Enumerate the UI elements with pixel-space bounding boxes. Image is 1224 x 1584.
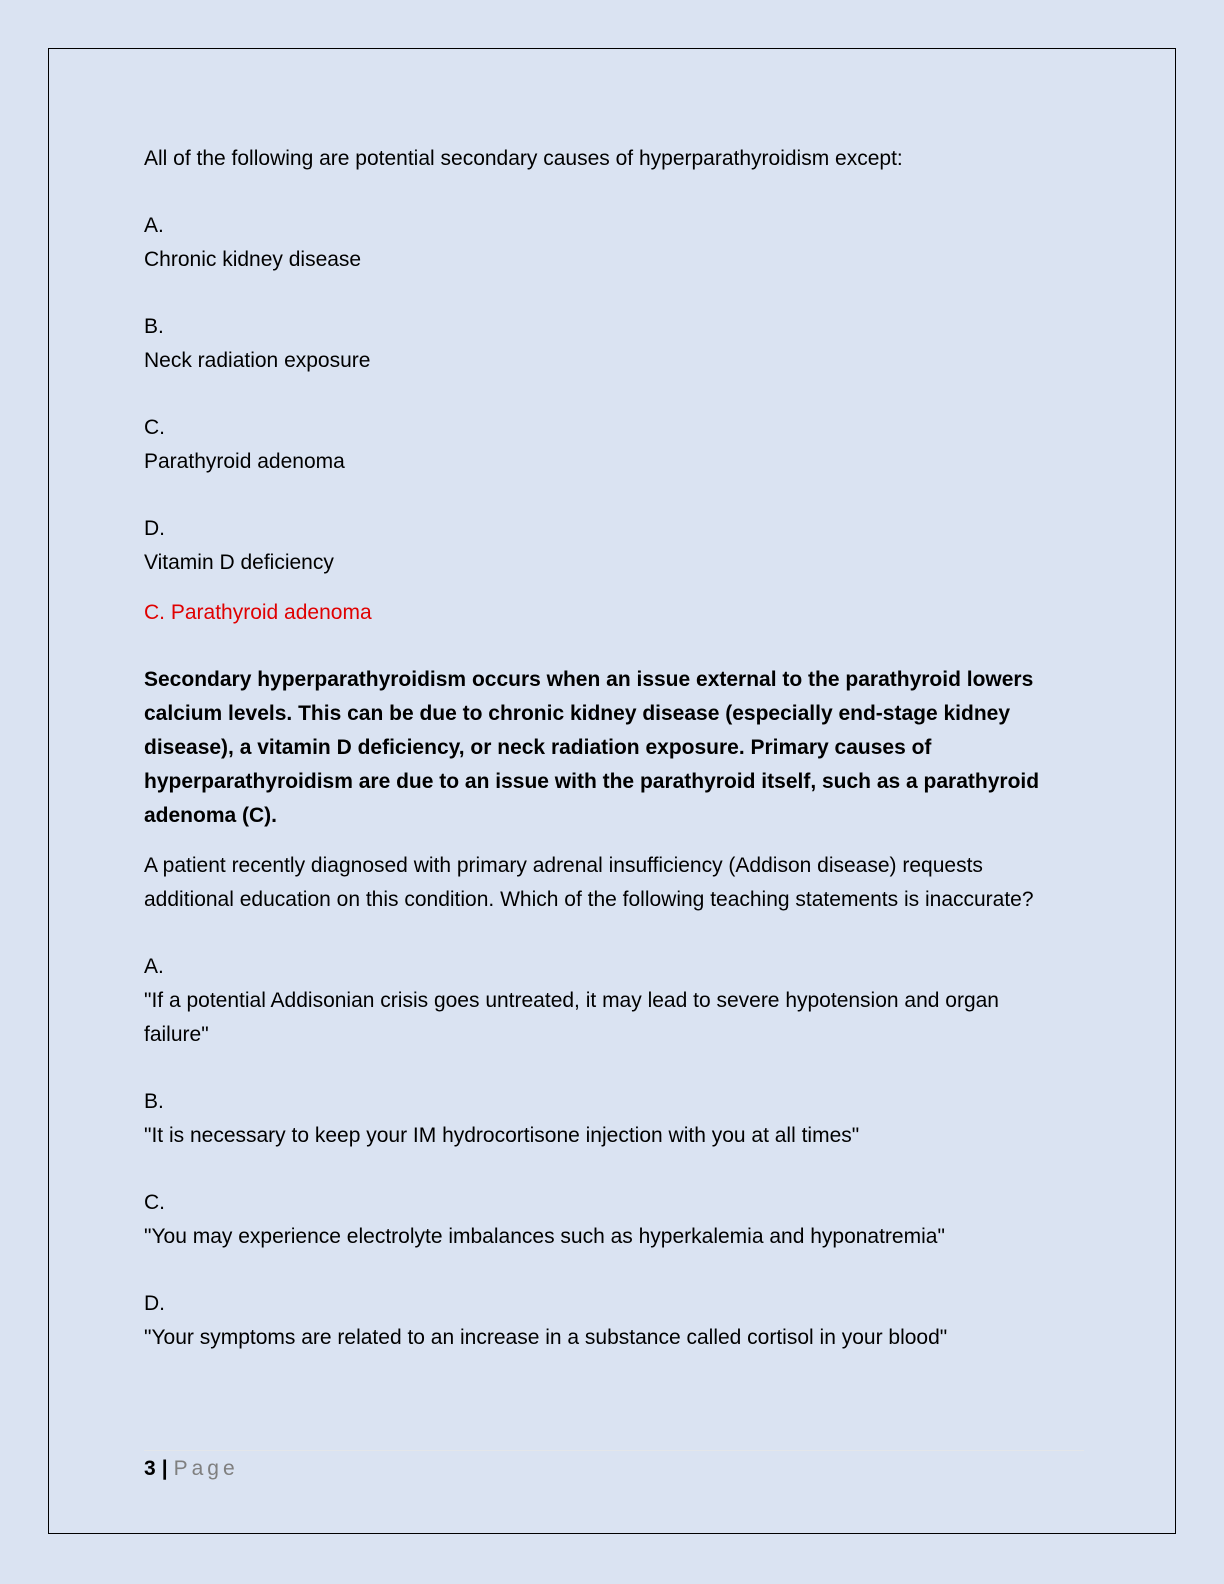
q2-option-a-text: "If a potential Addisonian crisis goes untreated, it may lead to severe hypotension and organ failure": [144, 989, 999, 1046]
q2-option-b-text: "It is necessary to keep your IM hydrocortisone injection with you at all times": [144, 1124, 860, 1147]
q1-option-c-text: Parathyroid adenoma: [144, 450, 345, 473]
page-label: Page: [173, 1457, 239, 1480]
q2-option-d-text: "Your symptoms are related to an increase in a substance called cortisol in your blood": [144, 1326, 948, 1349]
question-2-prompt: A patient recently diagnosed with primary adrenal insufficiency (Addison disease) requests additional education on this condition. Which of the following teaching statements is inaccurate?: [144, 854, 1034, 911]
q1-option-b-text: Neck radiation exposure: [144, 349, 371, 372]
q2-option-a-letter: A.: [144, 955, 164, 978]
q1-option-d-text: Vitamin D deficiency: [144, 551, 334, 574]
q1-option-b-letter: B.: [144, 315, 164, 338]
q2-option-c-letter: C.: [144, 1191, 165, 1214]
q1-explanation: Secondary hyperparathyroidism occurs when an issue external to the parathyroid lowers calcium levels. This can be due to chronic kidney disease (especially end-stage kidney disease), a vitamin D deficiency, or neck radiation exposure. Primary causes of hyperparathyroidism are due to an issue with the parathyroid itself, such as a parathyroid adenoma (C).: [144, 668, 1040, 827]
q2-option-b-letter: B.: [144, 1090, 164, 1113]
document-body: [144, 142, 1044, 1355]
footer-separator: |: [161, 1457, 168, 1480]
q1-option-d-letter: D.: [144, 517, 165, 540]
q1-answer: C. Parathyroid adenoma: [144, 601, 372, 624]
q1-option-c-letter: C.: [144, 416, 165, 439]
page-footer: [144, 1454, 239, 1484]
question-1-prompt: All of the following are potential secondary causes of hyperparathyroidism except:: [144, 147, 903, 170]
q2-option-c-text: "You may experience electrolyte imbalances such as hyperkalemia and hyponatremia": [144, 1225, 945, 1248]
page-number: 3: [144, 1457, 156, 1480]
q1-option-a-letter: A.: [144, 214, 164, 237]
footer-divider: [144, 1450, 1084, 1451]
q2-option-d-letter: D.: [144, 1292, 165, 1315]
q1-option-a-text: Chronic kidney disease: [144, 248, 362, 271]
